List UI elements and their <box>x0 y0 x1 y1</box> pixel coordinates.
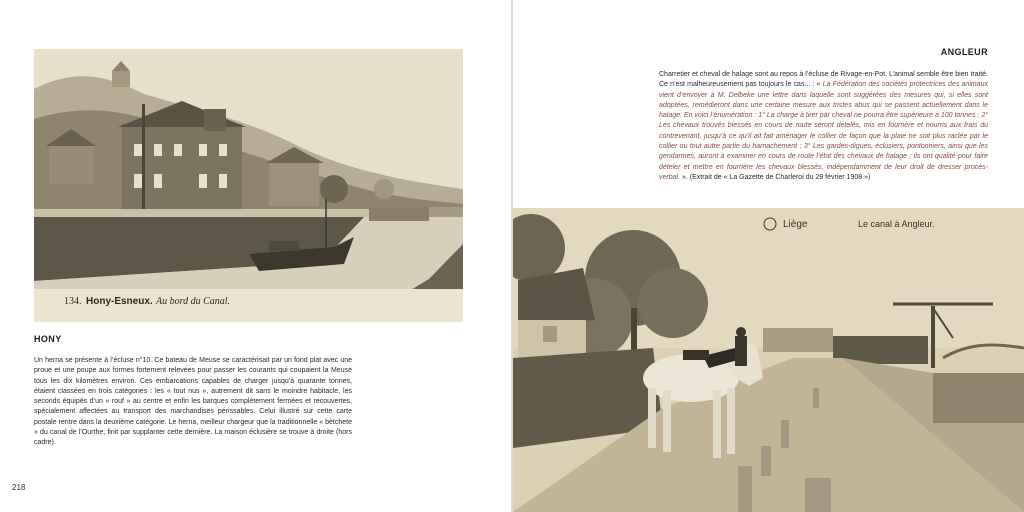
postcard-caption-text: Au bord du Canal. <box>156 296 231 307</box>
newspaper-quote: La Fédération des sociétés protectrices des animaux vient d’envoyer à M. Delbeke une lettre dans laquelle sont suggérées des mesures qui, si elles sont adoptées, remédieront dans une certaine mesure aux tristes abus qui se passent actuellement dans le halage. En voici l’énumération : 1° La charge à tirer par cheval ne pourra être supérieure à 100 tonnes ; 2° Les chevaux trouvés blessés en cours de route seront dételés, mis en fourrière et nourris aux frais du contrevenant, jusqu’à ce qu’il ait fait aménager le collier de façon que la plaie ne soit plus raclée par le collier ou tout autre partie du harnachement ; 3° Les gardes-digues, éclusiers, pontonniers, ainsi que les gendarmes, auront à examiner en cours de route l’état des chevaux de halage ; ils ont qualité pour faire dételer et mettre en fourrière les chevaux blessés, indépendamment de leur droit de dresser procès-verbal. <box>659 81 988 181</box>
left-page <box>0 0 511 512</box>
paragraph-hony: Un herna se présente à l’écluse n°10. Ce bateau de Meuse se caractérisait par un fond plat avec une proue et une poupe aux formes fortement relevées pour passer les courants qui coupaient la Meuse tous les dix kilomètres environ. Ces embarcations capables de charger jusqu’à quarante tonnes, étaient classées en trois catégories : les « tout nus », autrement dit sans le moindre habitacle, les seconds équipés d’un « rouf » au centre et enfin les barques complètement fermées et recouvertes, spécialement affectées au transport des marchandises périssables. Celui illustré sur cette carte postale rentre dans la deuxième catégorie. Le herna, meilleur chargeur que la traditionnelle « bètchete » du canal de l’Ourthe, finit par supplanter cette dernière. La maison éclusière se trouve à droite (hors cadre). <box>34 357 352 447</box>
paragraph-angleur <box>659 70 988 183</box>
postcard-caption-place: Hony-Esneux. <box>86 296 153 307</box>
postcard-caption-number: 134. <box>64 296 82 307</box>
postcard-angleur <box>513 208 1024 512</box>
postcard-city: Liège <box>783 219 808 230</box>
postcard-title: Le canal à Angleur. <box>858 219 935 229</box>
postcard-hony-esneux <box>34 49 463 322</box>
section-heading-angleur: ANGLEUR <box>940 47 988 57</box>
paragraph-intro: Charretier et cheval de halage sont au repos à l’écluse de Rivage-en-Pot. L’animal semble être bien traité. Ce n’est malheureusement pas toujours le cas... : « <box>659 71 988 89</box>
postcard-hony-image <box>34 49 463 322</box>
postcard-angleur-image <box>513 208 1024 512</box>
page-number: 218 <box>12 483 26 492</box>
right-page <box>513 0 1024 512</box>
paragraph-source: ». (Extrait de « La Gazette de Charleroi du 29 février 1908 ») <box>680 173 871 181</box>
section-heading-hony: HONY <box>34 334 62 344</box>
